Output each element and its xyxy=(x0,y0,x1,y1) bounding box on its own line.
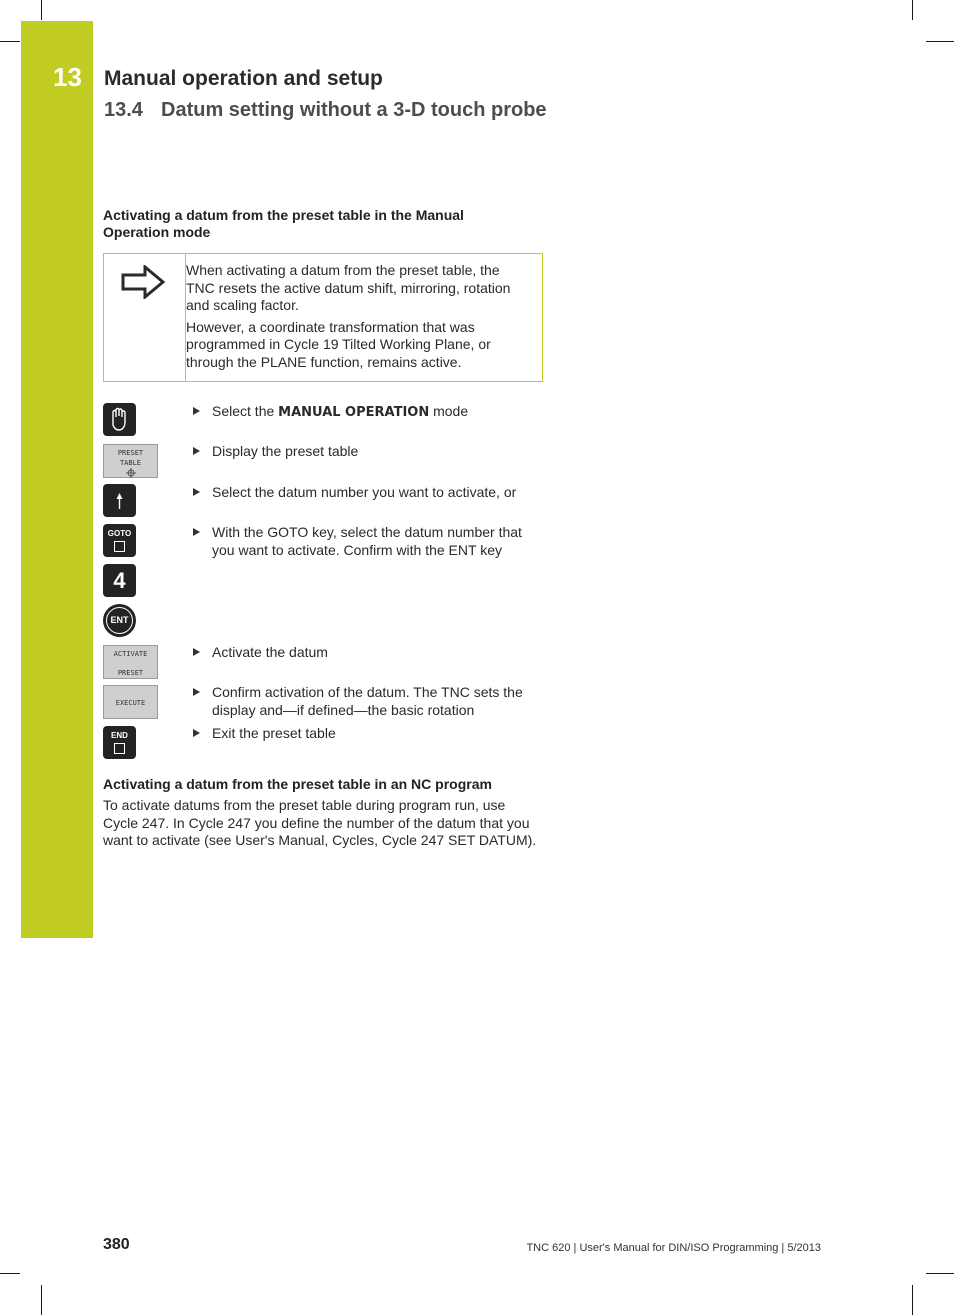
bullet-triangle-icon xyxy=(193,729,200,737)
bullet-triangle-icon xyxy=(193,648,200,656)
step-text: Confirm activation of the datum. The TNC sets the display and—if defined—the basic rotation xyxy=(212,684,523,718)
goto-key-label: GOTO xyxy=(107,529,132,538)
step-confirm xyxy=(193,684,543,719)
ent-key-label: ENT xyxy=(106,607,133,634)
nc-paragraph: To activate datums from the preset table during program run, use Cycle 247. In Cycle 247 you define the number of the datum that you want to activate (see User's Manual, Cycles, Cycle 247 SET DATUM). xyxy=(103,797,537,848)
number-4-key[interactable]: 4 xyxy=(103,564,136,597)
bullet-triangle-icon xyxy=(193,488,200,496)
subheading-nc-program: Activating a datum from the preset table in an NC program xyxy=(103,776,492,792)
crop-mark xyxy=(926,1273,954,1274)
crop-mark xyxy=(912,0,913,20)
chapter-title: Manual operation and setup xyxy=(104,67,383,90)
ent-key[interactable] xyxy=(103,604,136,637)
crop-mark xyxy=(912,1285,913,1315)
step-goto xyxy=(193,524,543,559)
execute-softkey[interactable]: EXECUTE xyxy=(103,685,158,719)
chapter-sidebar xyxy=(21,21,93,938)
subheading-manual-mode: Activating a datum from the preset table in the Manual Operation mode xyxy=(103,207,464,240)
step-activate xyxy=(193,644,543,662)
note-text xyxy=(186,262,532,375)
step-text-suffix: mode xyxy=(429,403,469,419)
bullet-triangle-icon xyxy=(193,528,200,536)
end-key-label: END xyxy=(111,731,128,740)
step-text: Select the datum number you want to activate, or xyxy=(212,484,517,500)
step-select-datum xyxy=(193,484,543,502)
section-number: 13.4 xyxy=(104,99,143,121)
crop-mark xyxy=(41,0,42,20)
softkey-label-line: TABLE xyxy=(119,459,142,467)
step-display-table xyxy=(193,443,543,461)
note-paragraph: When activating a datum from the preset table, the TNC resets the active datum shift, mirroring, rotation and scaling factor. xyxy=(186,262,511,313)
manual-operation-key[interactable] xyxy=(103,403,136,436)
step-exit xyxy=(193,725,543,743)
page-number: 380 xyxy=(103,1236,130,1253)
square-icon xyxy=(114,541,125,552)
footer-text: TNC 620 | User's Manual for DIN/ISO Programming | 5/2013 xyxy=(526,1242,821,1254)
step-select-mode xyxy=(193,403,543,422)
section-title-text: Datum setting without a 3-D touch probe xyxy=(161,99,547,121)
activate-preset-softkey[interactable] xyxy=(103,645,158,679)
softkey-label-line: ACTIVATE xyxy=(113,650,148,658)
square-icon xyxy=(114,743,125,754)
mode-name: MANUAL OPERATION xyxy=(278,405,430,420)
step-text: With the GOTO key, select the datum number that you want to activate. Confirm with the ENT key xyxy=(212,524,522,558)
bullet-triangle-icon xyxy=(193,407,200,415)
step-text: Exit the preset table xyxy=(212,725,336,741)
crop-mark xyxy=(926,41,954,42)
crop-mark xyxy=(0,41,20,42)
goto-key[interactable] xyxy=(103,524,136,557)
end-key[interactable] xyxy=(103,726,136,759)
bullet-triangle-icon xyxy=(193,688,200,696)
softkey-label-line: PRESET xyxy=(117,449,144,457)
arrow-up-icon xyxy=(103,484,136,517)
bullet-triangle-icon xyxy=(193,447,200,455)
step-text: Activate the datum xyxy=(212,644,328,660)
note-box xyxy=(103,253,543,382)
preset-table-softkey[interactable] xyxy=(103,444,158,478)
chapter-number: 13 xyxy=(53,62,82,92)
step-text: Display the preset table xyxy=(212,443,359,459)
hand-icon xyxy=(103,403,136,436)
step-text xyxy=(212,403,543,422)
crop-mark xyxy=(0,1273,20,1274)
note-paragraph: However, a coordinate transformation that was programmed in Cycle 19 Tilted Working Plane, or through the PLANE function, remains active. xyxy=(186,318,491,370)
softkey-label-line: PRESET xyxy=(117,669,144,677)
arrow-up-key[interactable] xyxy=(103,484,136,517)
step-text-prefix: Select the xyxy=(212,403,279,419)
right-arrow-icon xyxy=(121,265,165,299)
section-title xyxy=(104,99,547,122)
datum-icon xyxy=(126,468,136,478)
crop-mark xyxy=(41,1285,42,1315)
